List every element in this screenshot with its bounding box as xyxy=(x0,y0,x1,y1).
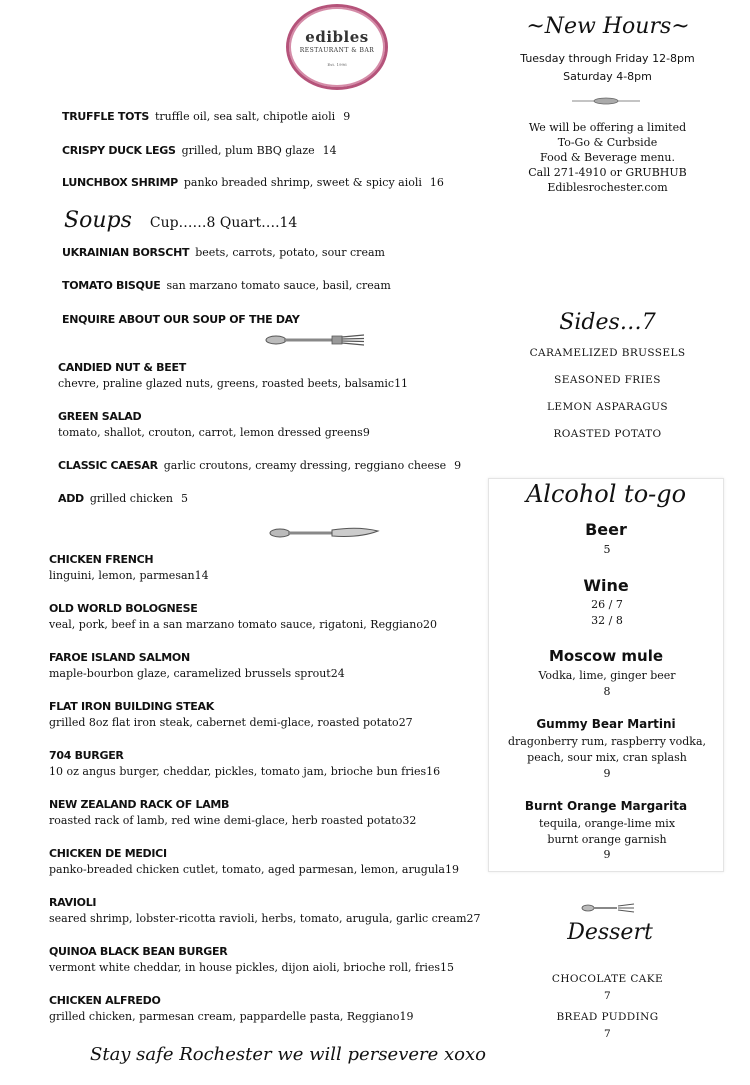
dessert-price: 7 xyxy=(603,990,612,1002)
item-name: OLD WORLD BOLOGNESE xyxy=(49,602,198,615)
menu-item xyxy=(49,945,233,959)
menu-item-detail xyxy=(58,377,408,391)
menu-item xyxy=(62,313,306,327)
item-price: 24 xyxy=(330,667,345,680)
beer-name: Beer xyxy=(585,520,627,539)
item-desc: san marzano tomato sauce, basil, cream xyxy=(166,279,391,292)
menu-item xyxy=(58,410,147,424)
logo-subtitle: RESTAURANT & BAR xyxy=(299,46,375,54)
item-desc: garlic croutons, creamy dressing, reggiano cheese xyxy=(163,459,447,472)
item-name: ENQUIRE ABOUT OUR SOUP OF THE DAY xyxy=(62,313,300,326)
item-name: CHICKEN DE MEDICI xyxy=(49,847,167,860)
menu-item-detail xyxy=(49,618,437,632)
dessert-item: BREAD PUDDING xyxy=(556,1011,659,1023)
item-desc: linguini, lemon, parmesan xyxy=(49,569,195,582)
item-name: LUNCHBOX SHRIMP xyxy=(62,176,178,189)
alcohol-title: Alcohol to-go xyxy=(525,480,687,508)
item-price: 5 xyxy=(180,492,188,505)
menu-item xyxy=(49,798,235,812)
ornament-icon xyxy=(570,96,642,106)
item-price: 19 xyxy=(399,1010,414,1023)
item-name: FAROE ISLAND SALMON xyxy=(49,651,190,664)
wine-price: 26 / 7 xyxy=(591,598,623,611)
side-item: LEMON ASPARAGUS xyxy=(547,401,668,413)
menu-item-detail xyxy=(49,716,413,730)
offer-line: To-Go & Curbside xyxy=(557,136,658,149)
wine-name: Wine xyxy=(583,576,629,595)
item-price: 9 xyxy=(362,426,370,439)
beer-price: 5 xyxy=(603,543,611,556)
menu-item-detail xyxy=(49,863,459,877)
dessert-price: 7 xyxy=(603,1028,612,1040)
item-desc: seared shrimp, lobster-ricotta ravioli, herbs, tomato, arugula, garlic cream xyxy=(49,912,467,925)
menu-item xyxy=(49,749,130,763)
menu-item-detail xyxy=(49,912,481,926)
martini-name: Gummy Bear Martini xyxy=(536,717,676,731)
martini-price: 9 xyxy=(603,767,611,780)
hours-weekday: Tuesday through Friday 12-8pm xyxy=(520,52,695,65)
menu-item xyxy=(49,602,203,616)
margarita-desc: burnt orange garnish xyxy=(547,833,667,846)
item-name: RAVIOLI xyxy=(49,896,97,909)
mule-name: Moscow mule xyxy=(548,647,664,665)
item-price: 32 xyxy=(402,814,417,827)
soup-sizes: Cup……8 Quart….14 xyxy=(149,215,298,231)
item-name: TOMATO BISQUE xyxy=(62,279,161,292)
menu-item-detail xyxy=(49,765,440,779)
menu-item xyxy=(49,651,196,665)
item-price: 9 xyxy=(343,110,351,123)
item-desc: beets, carrots, potato, sour cream xyxy=(195,246,385,259)
item-desc: panko breaded shrimp, sweet & spicy aioli xyxy=(183,176,422,189)
menu-item xyxy=(62,176,444,190)
menu-item xyxy=(49,847,173,861)
mule-desc: Vodka, lime, ginger beer xyxy=(538,669,676,682)
soups-heading xyxy=(64,208,297,233)
offer-notice xyxy=(500,120,715,195)
item-price: 27 xyxy=(466,912,481,925)
menu-item xyxy=(58,459,461,473)
fork-icon xyxy=(580,902,636,914)
footer-message: Stay safe Rochester we will persevere xoxo xyxy=(90,1044,486,1065)
menu-item xyxy=(49,994,167,1008)
item-price: 14 xyxy=(194,569,209,582)
item-name: QUINOA BLACK BEAN BURGER xyxy=(49,945,228,958)
item-price: 16 xyxy=(426,765,441,778)
mule-price: 8 xyxy=(603,685,611,698)
menu-item xyxy=(49,553,159,567)
side-item: ROASTED POTATO xyxy=(553,428,662,440)
item-desc: panko-breaded chicken cutlet, tomato, aged parmesan, lemon, arugula xyxy=(49,863,445,876)
item-name: 704 BURGER xyxy=(49,749,124,762)
side-item: CARAMELIZED BRUSSELS xyxy=(529,347,686,359)
item-price: 16 xyxy=(429,176,444,189)
dessert-item: CHOCOLATE CAKE xyxy=(551,973,664,985)
logo-name: edibles xyxy=(305,27,369,46)
dessert-title: Dessert xyxy=(567,920,653,945)
item-name: CHICKEN FRENCH xyxy=(49,553,154,566)
item-name: CRISPY DUCK LEGS xyxy=(62,144,176,157)
item-name: FLAT IRON BUILDING STEAK xyxy=(49,700,214,713)
menu-item xyxy=(62,144,337,158)
item-desc: 10 oz angus burger, cheddar, pickles, tomato jam, brioche bun fries xyxy=(49,765,427,778)
menu-item-detail xyxy=(49,569,209,583)
item-price: 15 xyxy=(440,961,455,974)
item-name: CLASSIC CAESAR xyxy=(58,459,158,472)
martini-desc: peach, sour mix, cran splash xyxy=(527,751,687,764)
item-desc: grilled chicken, parmesan cream, pappardelle pasta, Reggiano xyxy=(49,1010,400,1023)
item-desc: roasted rack of lamb, red wine demi-glace, herb roasted potato xyxy=(49,814,403,827)
item-desc: grilled, plum BBQ glaze xyxy=(181,144,315,157)
item-price: 27 xyxy=(398,716,413,729)
hours-saturday: Saturday 4-8pm xyxy=(563,70,652,83)
menu-item xyxy=(62,110,350,124)
item-desc: truffle oil, sea salt, chipotle aioli xyxy=(154,110,336,123)
offer-line: Food & Beverage menu. xyxy=(540,151,675,164)
item-desc: grilled 8oz flat iron steak, cabernet demi-glace, roasted potato xyxy=(49,716,399,729)
menu-item xyxy=(49,700,220,714)
offer-line: Ediblesrochester.com xyxy=(547,181,668,194)
hours-title: ~New Hours~ xyxy=(526,14,690,39)
margarita-name: Burnt Orange Margarita xyxy=(524,799,688,813)
item-name: GREEN SALAD xyxy=(58,410,142,423)
menu-item xyxy=(49,896,102,910)
logo-established: Est. 1996 xyxy=(327,61,347,67)
item-name: CHICKEN ALFREDO xyxy=(49,994,161,1007)
knife-icon xyxy=(268,525,380,541)
item-name: ADD xyxy=(58,492,84,505)
item-name: UKRAINIAN BORSCHT xyxy=(62,246,190,259)
section-title: Soups xyxy=(64,208,132,233)
menu-item-detail xyxy=(49,814,416,828)
item-price: 11 xyxy=(394,377,409,390)
martini-desc: dragonberry rum, raspberry vodka, xyxy=(507,735,707,748)
fork-icon xyxy=(264,332,368,348)
offer-line: We will be offering a limited xyxy=(528,121,687,134)
item-price: 14 xyxy=(322,144,337,157)
menu-item-detail xyxy=(58,426,370,440)
margarita-desc: tequila, orange-lime mix xyxy=(538,817,676,830)
sides-title: Sides…7 xyxy=(559,310,656,335)
menu-item xyxy=(62,246,385,260)
item-desc: grilled chicken xyxy=(89,492,173,505)
item-desc: tomato, shallot, crouton, carrot, lemon dressed greens xyxy=(58,426,363,439)
menu-item-detail xyxy=(49,667,345,681)
item-name: TRUFFLE TOTS xyxy=(62,110,149,123)
side-item: SEASONED FRIES xyxy=(554,374,661,386)
menu-item xyxy=(58,361,192,375)
item-price: 20 xyxy=(422,618,437,631)
item-price: 19 xyxy=(445,863,459,876)
item-desc: maple-bourbon glaze, caramelized brussels sprout xyxy=(49,667,331,680)
item-desc: chevre, praline glazed nuts, greens, roasted beets, balsamic xyxy=(58,377,395,390)
offer-line: Call 271-4910 or GRUBHUB xyxy=(528,166,687,179)
margarita-price: 9 xyxy=(603,848,611,861)
restaurant-logo xyxy=(286,4,388,90)
wine-price: 32 / 8 xyxy=(591,614,623,627)
item-desc: veal, pork, beef in a san marzano tomato sauce, rigatoni, Reggiano xyxy=(49,618,423,631)
menu-item-detail xyxy=(49,1010,414,1024)
item-desc: vermont white cheddar, in house pickles, dijon aioli, brioche roll, fries xyxy=(49,961,441,974)
menu-item xyxy=(62,279,391,293)
item-name: NEW ZEALAND RACK OF LAMB xyxy=(49,798,230,811)
menu-item xyxy=(58,492,188,506)
menu-item-detail xyxy=(49,961,454,975)
item-name: CANDIED NUT & BEET xyxy=(58,361,186,374)
item-price: 9 xyxy=(454,459,462,472)
